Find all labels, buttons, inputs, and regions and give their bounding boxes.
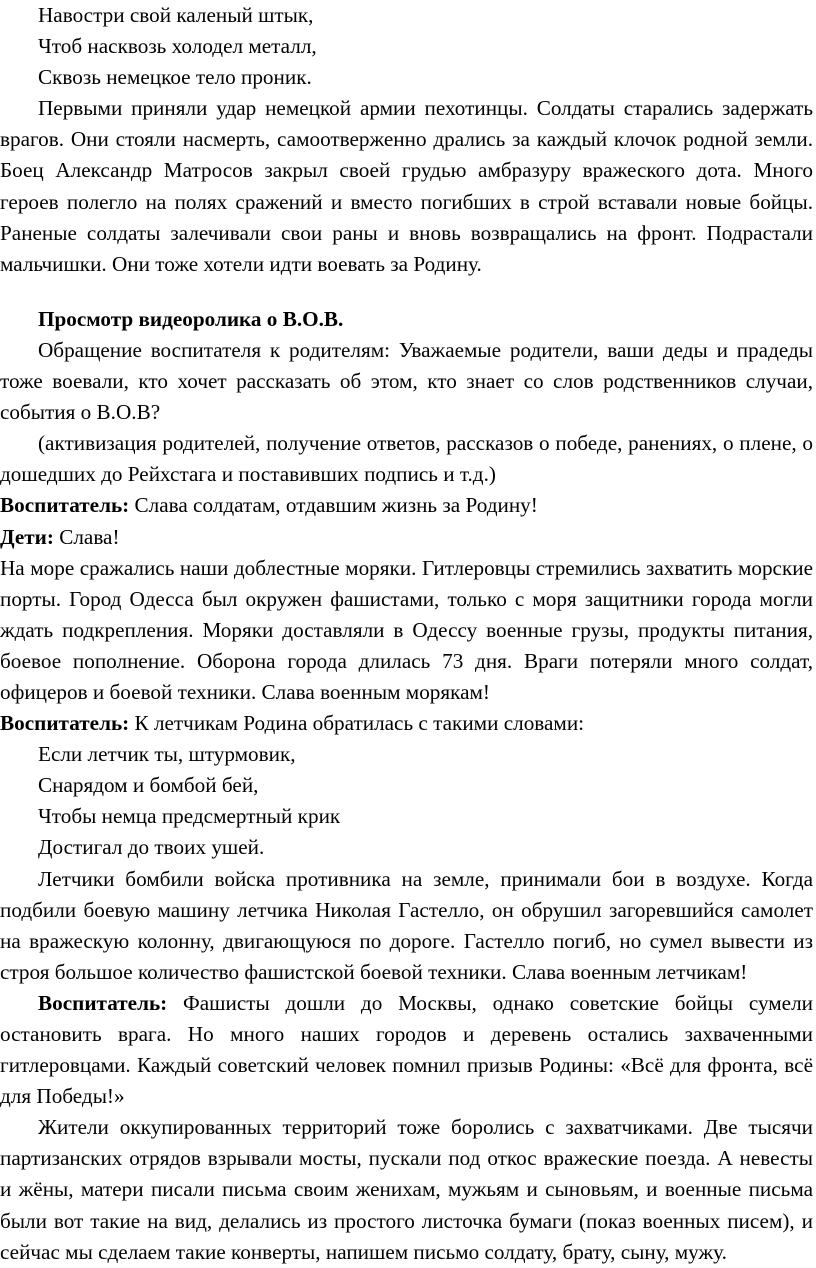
speaker-label: Воспитатель: <box>0 711 130 736</box>
speaker-label: Воспитатель: <box>38 990 168 1015</box>
dialogue-children <box>0 522 813 553</box>
dialogue-text: К летчикам Родина обратилась с такими словами: <box>129 711 585 736</box>
paragraph-parents-activation: (активизация родителей, получение ответов, рассказов о победе, ранениях, о плене, о дошедших до Рейхстага и поставивших подпись и т.д.) <box>0 431 813 487</box>
poem-pilot <box>0 739 813 863</box>
dialogue-text: Слава! <box>53 524 120 549</box>
blank-line <box>0 280 813 304</box>
paragraph-infantry: Первыми приняли удар немецкой армии пехотинцы. Солдаты старались задержать врагов. Они стояли насмерть, самоотверженно дрались за каждый клочок родной земли. Боец Александр Матросов закрыл своей грудью амбразуру вражеского дота. Много героев полегло на полях сражений и вместо погибших в строй вставали новые бойцы. Раненые солдаты залечивали свои раны и вновь возвращались на фронт. Подрастали мальчишки. Они тоже хотели идти воевать за Родину. <box>0 96 813 276</box>
dialogue-teacher-glory <box>0 490 813 521</box>
poem-line: Достигал до твоих ушей. <box>38 835 265 860</box>
section-heading <box>0 304 813 335</box>
heading-text: Просмотр видеоролика о В.О.В. <box>38 306 344 331</box>
paragraph-partisans: Жители оккупированных территорий тоже боролись с захватчиками. Две тысячи партизанских отрядов взрывали мосты, пускали под откос вражеские поезда. А невесты и жёны, матери писали письма своим женихам, мужьям и сыновьям, и военные письма были вот такие на вид, делались из простого листочка бумаги (показ военных писем), и сейчас мы сделаем такие конверты, напишем письмо солдату, брату, сыну, мужу. <box>0 1115 813 1264</box>
speaker-label: Воспитатель: <box>0 493 130 518</box>
poem-line: Снарядом и бомбой бей, <box>38 773 259 798</box>
poem-line: Чтоб насквозь холодел металл, <box>38 34 317 59</box>
dialogue-text: Слава солдатам, отдавшим жизнь за Родину! <box>129 493 538 518</box>
poem-line: Чтобы немца предсмертный крик <box>38 804 341 829</box>
poem-line: Сквозь немецкое тело проник. <box>38 65 312 90</box>
dialogue-text: Фашисты дошли до Москвы, однако советские бойцы сумели остановить врага. Но много наших городов и деревень остались захваченными гитлеровцами. Каждый советский человек помнил призыв Родины: «Всё для фронта, всё для Победы!» <box>0 990 813 1109</box>
poem-bayonet <box>0 0 813 93</box>
poem-line: Если летчик ты, штурмовик, <box>38 742 296 767</box>
dialogue-teacher-moscow <box>0 988 813 1112</box>
paragraph-parents-address: Обращение воспитателя к родителям: Уважаемые родители, ваши деды и прадеды тоже воевали, кто хочет рассказать об этом, кто знает со слов родственников случаи, события о В.О.В? <box>0 337 813 425</box>
paragraph-pilots: Летчики бомбили войска противника на земле, принимали бои в воздухе. Когда подбили боевую машину летчика Николая Гастелло, он обрушил загоревшийся самолет на вражескую колонну, двигающуюся по дороге. Гастелло погиб, но сумел вывести из строя большое количество фашистской боевой техники. Слава военным летчикам! <box>0 866 813 984</box>
poem-line: Навостри свой каленый штык, <box>38 3 314 27</box>
speaker-label: Дети: <box>0 524 54 549</box>
paragraph-sailors: На море сражались наши доблестные моряки. Гитлеровцы стремились захватить морские порты. Город Одесса был окружен фашистами, только с моря защитники города могли ждать подкрепления. Моряки доставляли в Одессу военные грузы, продукты питания, боевое пополнение. Оборона города длилась 73 дня. Враги потеряли много солдат, офицеров и боевой техники. Слава военным морякам! <box>0 555 813 704</box>
dialogue-teacher-pilots <box>0 708 813 739</box>
